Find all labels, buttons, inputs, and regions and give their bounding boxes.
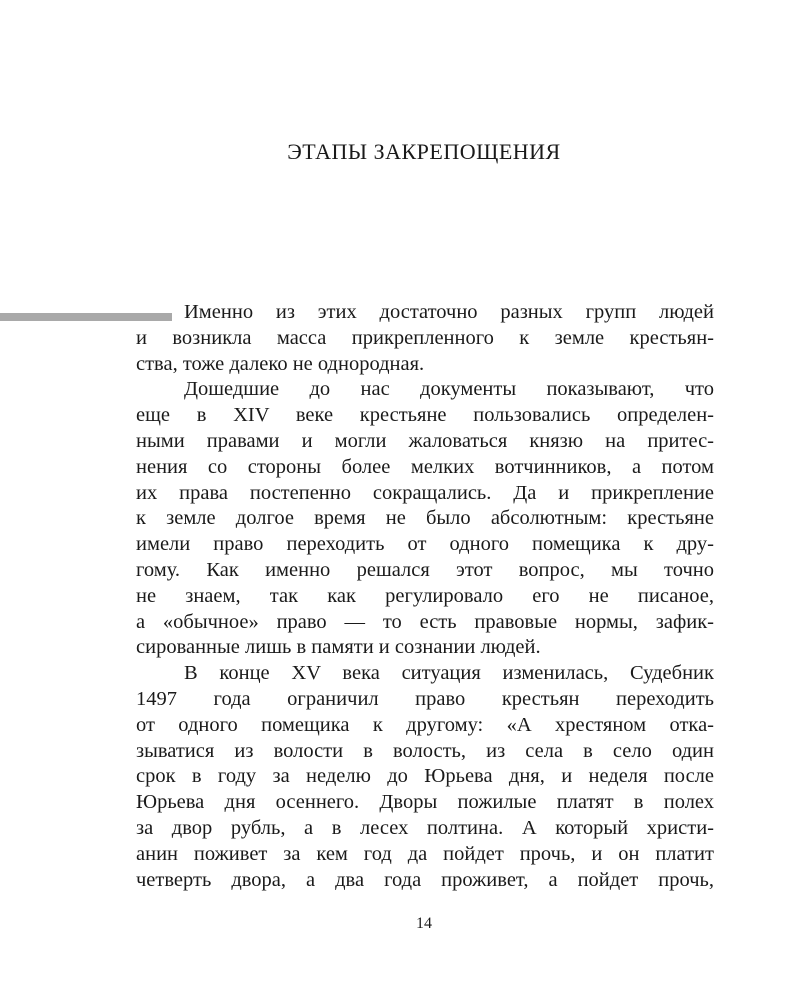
text-line: к земле долгое время не было абсолютным: крестьяне — [136, 507, 714, 530]
text-line: еще в XIV веке крестьяне пользовались определен- — [136, 404, 714, 427]
text-line: а «обычное» право — то есть правовые нормы, зафик- — [136, 610, 714, 633]
text-line: за двор рубль, а в лесех полтина. А который христи- — [136, 816, 714, 839]
chapter-title: ЭТАПЫ ЗАКРЕПОЩЕНИЯ — [287, 139, 561, 164]
page-number: 14 — [416, 915, 432, 932]
text-line: имели право переходить от одного помещика к дру- — [136, 533, 714, 556]
text-line: их права постепенно сокращались. Да и прикрепление — [136, 481, 714, 504]
text-line: Именно из этих достаточно разных групп людей — [184, 301, 714, 323]
text-line: четверть двора, а два года проживет, а пойдет прочь, — [136, 868, 714, 891]
text-line: срок в году за неделю до Юрьева дня, и неделя после — [136, 765, 714, 788]
text-line: ными правами и могли жаловаться князю на притес- — [136, 429, 714, 452]
text-line: гому. Как именно решался этот вопрос, мы точно — [136, 558, 714, 581]
text-line: В конце XV века ситуация изменилась, Судебник — [184, 662, 714, 685]
text-line: и возникла масса прикрепленного к земле крестьян- — [136, 326, 714, 349]
text-line: зыватися из волости в волость, из села в село один — [136, 739, 714, 762]
text-line: ства, тоже далеко не однородная. — [136, 352, 425, 375]
text-line: Дошедшие до нас документы показывают, что — [184, 378, 714, 401]
text-line: Юрьева дня осеннего. Дворы пожилые платят в полех — [136, 791, 714, 814]
text-line: анин поживет за кем год да пойдет прочь, и он платит — [136, 842, 714, 865]
text-line: нения со стороны более мелких вотчинников, а потом — [136, 455, 714, 478]
text-line: не знаем, так как регулировало его не писаное, — [136, 584, 714, 607]
text-line: 1497 года ограничил право крестьян переходить — [136, 687, 714, 710]
text-line: от одного помещика к другому: «А хрестяном отка- — [136, 713, 714, 736]
text-line: сированные лишь в памяти и сознании людей. — [136, 636, 541, 659]
body-text — [136, 300, 714, 893]
